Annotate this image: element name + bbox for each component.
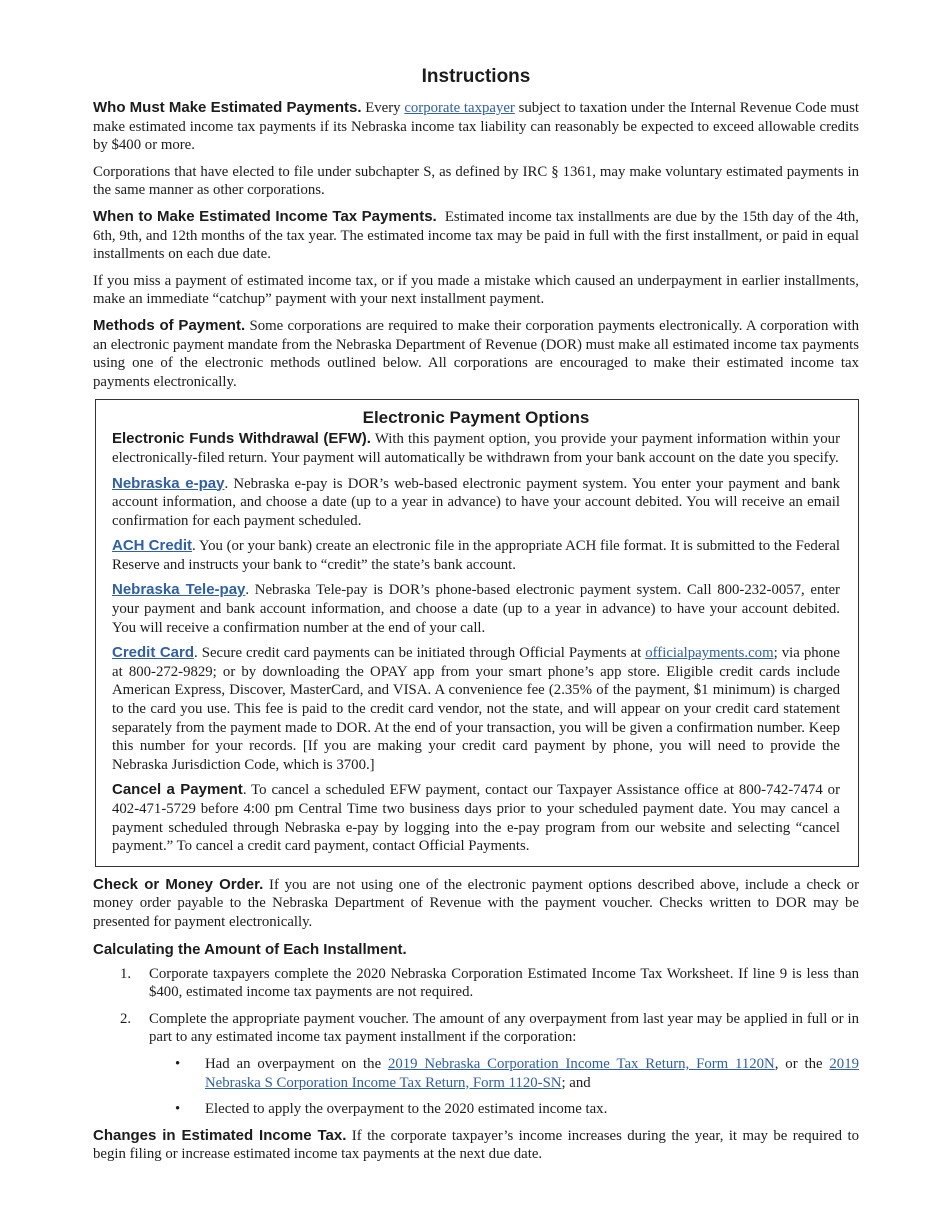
when-to-pay-heading: When to Make Estimated Income Tax Payments.: [93, 207, 437, 225]
calc-list-item-2: [93, 1010, 859, 1047]
form-1120n-link[interactable]: 2019 Nebraska Corporation Income Tax Return, Form 1120N: [387, 1055, 775, 1072]
efw-heading: Electronic Funds Withdrawal (EFW).: [112, 430, 371, 448]
telepay-paragraph: [112, 581, 840, 637]
ach-paragraph: [112, 537, 840, 574]
bullet-1-pre-text: Had an overpayment on the: [205, 1055, 388, 1072]
credit-card-pre-text: . Secure credit card payments can be initiated through Official Payments at: [194, 645, 646, 662]
credit-card-post-text: ; via phone at 800-272-9829; or by downloading the OPAY app from your smart phone’s app store. Eligible credit cards include American Express, Discover, MasterCard, and VISA. A convenience fee (2.35% of the payment, $1 minimum) is charged to the card you use. This fee is paid to the credit card vendor, not the state, and will appear on your credit card statement separately from the payment made to DOR. At the end of your transaction, you will be given a confirmation number. Keep this number for your records. [If you are making your credit card payment by phone, you will need to provide the Nebraska Jurisdiction Code, which is 3700.]: [112, 645, 840, 773]
form-1120sn-link[interactable]: 2019 Nebraska S Corporation Income Tax Return, Form 1120-SN: [205, 1055, 859, 1091]
calc-list-text-1: Corporate taxpayers complete the 2020 Nebraska Corporation Estimated Income Tax Worksheet. If line 9 is less than $400, estimated income tax payments are not required.: [149, 965, 859, 1001]
subchapter-s-paragraph: Corporations that have elected to file under subchapter S, as defined by IRC § 1361, may make voluntary estimated payments in the same manner as other corporations.: [93, 163, 859, 199]
ach-credit-link[interactable]: ACH Credit: [112, 537, 193, 555]
ach-text: . You (or your bank) create an electronic file in the appropriate ACH file format. It is submitted to the Federal Reserve and instructs your bank to “credit” the state’s bank account.: [112, 538, 841, 573]
when-to-pay-paragraph: [93, 207, 863, 264]
credit-card-paragraph: [112, 644, 840, 774]
bullet-marker-2: •: [175, 1101, 181, 1118]
calc-list-text-2: Complete the appropriate payment voucher. The amount of any overpayment from last year may be applied in full or in part to any estimated income tax payment installment if the corporation:: [149, 1010, 859, 1046]
check-money-order-paragraph: [93, 876, 859, 932]
methods-heading: Methods of Payment.: [93, 316, 246, 334]
overpayment-bullet-2: [93, 1100, 859, 1119]
cancel-payment-heading: Cancel a Payment: [112, 781, 243, 799]
changes-heading: Changes in Estimated Income Tax.: [93, 1126, 347, 1144]
changes-text: If the corporate taxpayer’s income increases during the year, it may be required to begin filing or increase estimated income tax payments at the next due date.: [93, 1127, 859, 1163]
efw-paragraph: [112, 430, 840, 467]
cancel-payment-paragraph: [112, 781, 840, 855]
check-money-order-text: If you are not using one of the electronic payment options described above, include a check or money order payable to the Nebraska Department of Revenue with the payment voucher. Checks written to DOR may be presented for payment electronically.: [93, 876, 859, 930]
bullet-2-text: Elected to apply the overpayment to the 2020 estimated income tax.: [205, 1101, 608, 1118]
efw-text: With this payment option, you provide your payment information within your electronically-filed return. Your payment will automatically be withdrawn from your bank account on the date you specify.: [112, 431, 841, 466]
methods-paragraph: [93, 317, 859, 391]
missed-payment-paragraph: If you miss a payment of estimated income tax, or if you made a mistake which caused an underpayment in earlier installments, make an immediate “catchup” payment with your next installment payment.: [93, 272, 859, 308]
overpayment-bullet-1: [93, 1055, 859, 1092]
electronic-payment-options-title: Electronic Payment Options: [362, 408, 590, 428]
calc-list-item-1: [93, 965, 859, 1002]
who-must-pay-paragraph: [93, 99, 859, 155]
bullet-marker-1: •: [175, 1055, 181, 1072]
credit-card-link[interactable]: Credit Card: [112, 644, 195, 662]
check-money-order-heading: Check or Money Order.: [93, 875, 264, 893]
when-to-pay-text: Estimated income tax installments are due by the 15th day of the 4th, 6th, 9th, and 12th months of the tax year. The estimated income tax may be paid in full with the first installment, or paid in equal installments on each due date.: [93, 208, 863, 263]
who-post-text: subject to taxation under the Internal Revenue Code must make estimated income tax payments if its Nebraska income tax liability can reasonably be expected to exceed allowable credits by $400 or more.: [93, 100, 860, 154]
methods-text: Some corporations are required to make their corporation payments electronically. A corporation with an electronic payment mandate from the Nebraska Department of Revenue (DOR) must make all estimated income tax payments using one of the electronic methods outlined below. All corporations are encouraged to make their estimated income tax payments electronically.: [93, 317, 859, 390]
who-must-pay-heading: Who Must Make Estimated Payments.: [93, 99, 362, 116]
nebraska-epay-link[interactable]: Nebraska e-pay: [112, 474, 225, 492]
telepay-text: . Nebraska Tele-pay is DOR’s phone-based electronic payment system. Call 800-232-0057, enter your payment and bank account information, and choose a date (up to a year in advance) to have your account debited. You will receive a confirmation number at the end of your call.: [112, 582, 840, 636]
who-pre-text: Every: [361, 100, 405, 116]
calc-list-number-1: 1.: [120, 965, 132, 982]
bullet-1-post-text: ; and: [561, 1074, 591, 1091]
changes-paragraph: [93, 1127, 859, 1164]
page-title: Instructions: [421, 66, 531, 87]
officialpayments-link[interactable]: officialpayments.com: [645, 645, 774, 662]
cancel-payment-text: . To cancel a scheduled EFW payment, contact our Taxpayer Assistance office at 800-742-7474 or 402-471-5729 before 4:00 pm Central Time two business days prior to your scheduled payment date. You may cancel a payment scheduled through Nebraska e-pay by logging into the e-pay program from our website and selecting “cancel payment.” To cancel a credit card payment, contact Official Payments.: [112, 782, 840, 855]
nebraska-telepay-link[interactable]: Nebraska Tele-pay: [112, 581, 246, 599]
epay-text: . Nebraska e-pay is DOR’s web-based electronic payment system. You enter your payment and bank account information, and choose a date (up to a year in advance) to have your account debited. You will receive an email confirmation for each payment scheduled.: [112, 475, 840, 529]
calculating-installment-heading: Calculating the Amount of Each Installment.: [93, 940, 407, 958]
instructions-content: [93, 64, 863, 1172]
epay-paragraph: [112, 475, 840, 531]
calc-list-number-2: 2.: [120, 1010, 132, 1027]
electronic-payment-options-box: [95, 399, 859, 866]
bullet-1-mid-text: , or the: [774, 1055, 830, 1072]
corporate-taxpayer-link[interactable]: corporate taxpayer: [404, 100, 515, 116]
